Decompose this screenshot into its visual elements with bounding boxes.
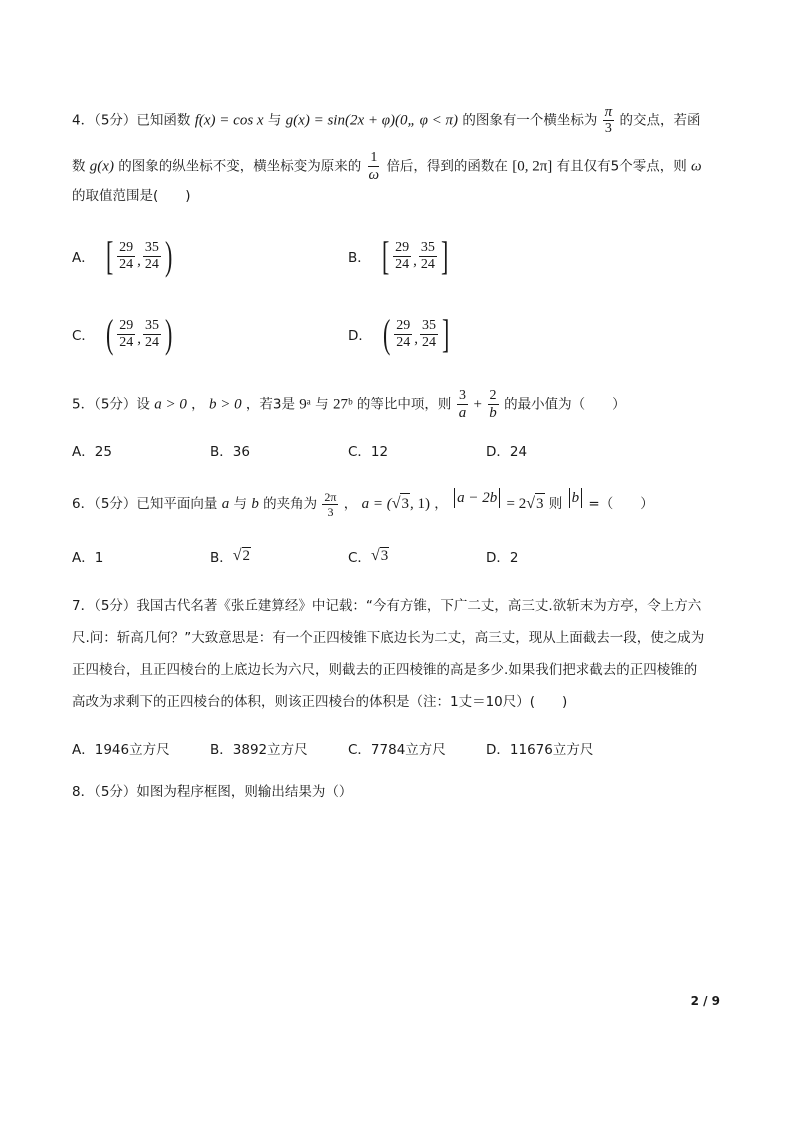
frac-num: 3 xyxy=(458,388,466,403)
frac-num: 29 xyxy=(395,239,410,255)
frac-num: π xyxy=(604,104,613,120)
q4-interval: [0, 2π] xyxy=(512,158,553,175)
q6-option-b[interactable] xyxy=(210,546,251,566)
q5-frac-3a xyxy=(457,388,469,421)
option-sqrt: √ 2 xyxy=(232,547,251,564)
q7-text: 尺.问：斩高几何？”大致意思是：有一个正四棱锥下底边长为二丈，高三丈，现从上面截去一段，使之成为 xyxy=(72,630,705,646)
frac-num: 1 xyxy=(370,150,378,165)
q4-g-expr: g(x) = sin(2x + φ)(0„ φ < π) xyxy=(285,112,459,129)
frac-2 xyxy=(143,240,161,273)
q7-option-d[interactable] xyxy=(486,738,593,758)
option-text: D．24 xyxy=(486,444,528,460)
frac-num: 35 xyxy=(144,239,159,255)
q5-power-2: 27ᵇ xyxy=(332,396,353,413)
frac-1 xyxy=(394,318,412,351)
q6-text: ， xyxy=(434,496,448,512)
q4-option-a[interactable] xyxy=(72,233,175,278)
q5-text: 5．（5分）设 xyxy=(72,396,150,413)
q5-text: 的最小值为（ ） xyxy=(504,396,626,413)
option-label: C． xyxy=(348,550,371,566)
frac-den: 3 xyxy=(604,121,612,136)
option-text: C．7784立方尺 xyxy=(348,742,446,758)
frac-2 xyxy=(143,318,161,351)
q5-cond-b: b > 0 xyxy=(208,396,242,413)
q6-vector-b: b xyxy=(251,496,259,512)
sqrt-value: 3 xyxy=(535,493,545,514)
q6-vector-a: a xyxy=(221,496,230,512)
sqrt-value: 3 xyxy=(400,493,410,514)
q6-sqrt3-rhs: √ 3 xyxy=(526,495,544,512)
frac-num: 2 xyxy=(489,388,497,403)
frac-1 xyxy=(117,240,135,273)
frac-2 xyxy=(420,318,438,351)
q4-pi-over-3 xyxy=(603,104,615,137)
q6-text: 则 xyxy=(548,496,563,512)
q6-text: 6．（5分）已知平面向量 xyxy=(72,496,218,512)
q5-frac-2b xyxy=(487,388,499,421)
frac-2 xyxy=(419,240,437,273)
frac-1 xyxy=(117,318,135,351)
q4-g-short: g(x) xyxy=(89,158,114,175)
option-label: D． xyxy=(348,328,372,344)
q7-line2 xyxy=(72,628,704,648)
q4-option-c[interactable] xyxy=(72,311,175,356)
q6-eq-a-right: , 1) xyxy=(409,496,430,512)
frac-den: ω xyxy=(368,167,380,183)
q4-text: 4．（5分）已知函数 xyxy=(72,112,191,129)
option-text: C．12 xyxy=(348,444,389,460)
q7-option-a[interactable] xyxy=(72,738,170,758)
q5-text: ， xyxy=(191,396,205,413)
q4-option-b[interactable] xyxy=(348,233,451,278)
q5-option-b[interactable] xyxy=(210,440,250,460)
q5-text: ，若3是 xyxy=(245,396,295,413)
q4-one-over-omega xyxy=(367,150,382,183)
bracket-right: ) xyxy=(164,233,173,278)
q5-power-1: 9ᵃ xyxy=(299,396,311,413)
q6-option-d[interactable] xyxy=(486,546,518,566)
sqrt-value: 2 xyxy=(242,548,251,564)
q5-text: 的等比中项，则 xyxy=(356,396,452,413)
q7-option-b[interactable] xyxy=(210,738,308,758)
bracket-left: ( xyxy=(382,311,391,356)
q6-abs-b-inner: b xyxy=(571,490,580,506)
frac-num: 2π xyxy=(324,489,337,504)
option-text: D．11676立方尺 xyxy=(486,742,594,758)
q4-option-d[interactable] xyxy=(348,311,452,356)
q4-text: 的取值范围是( ) xyxy=(72,188,191,204)
frac-den: b xyxy=(489,405,497,421)
frac-den: 3 xyxy=(327,504,334,519)
q5-plus: + xyxy=(473,396,482,413)
q5-option-c[interactable] xyxy=(348,440,388,460)
q6-abs-b xyxy=(567,488,585,508)
bracket-right: ] xyxy=(441,311,450,356)
q4-text: 与 xyxy=(267,112,282,129)
frac-den: 24 xyxy=(396,334,411,350)
q4-text: 的图象的纵坐标不变，横坐标变为原来的 xyxy=(118,158,362,175)
q7-line4 xyxy=(72,692,567,712)
sqrt-value: 3 xyxy=(380,548,389,564)
q4-text: 数 xyxy=(72,158,86,175)
q6-eq-a-left: a = ( xyxy=(361,496,392,512)
q4-text: 有且仅有5个零点，则 xyxy=(556,158,687,175)
frac-den: 24 xyxy=(395,256,410,272)
frac-den: 24 xyxy=(119,256,134,272)
q5-text: 与 xyxy=(315,396,329,413)
frac-num: 35 xyxy=(421,317,436,333)
q7-line1 xyxy=(72,596,701,616)
q6-text: =（ ） xyxy=(588,496,654,512)
frac-den: 24 xyxy=(119,334,134,350)
bracket-right: ] xyxy=(440,233,449,278)
q4-line3 xyxy=(72,186,191,206)
q8-text: 8．（5分）如图为程序框图，则输出结果为（） xyxy=(72,784,353,800)
q4-line1 xyxy=(72,104,700,137)
option-text: B．3892立方尺 xyxy=(210,742,308,758)
q7-text: 正四棱台，且正四棱台的上底边长为六尺，则截去的正四棱锥的高是多少.如果我们把求截去的正四棱锥的 xyxy=(72,662,698,678)
option-label: A． xyxy=(72,250,95,266)
frac-den: 24 xyxy=(144,256,159,272)
bracket-left: [ xyxy=(105,233,114,278)
q4-text: 的交点，若函 xyxy=(619,112,701,129)
option-label: B． xyxy=(210,550,233,566)
frac-num: 29 xyxy=(396,317,411,333)
frac-num: 35 xyxy=(420,239,435,255)
option-text: A．1 xyxy=(72,550,104,566)
q4-f-expr: f(x) = cos x xyxy=(194,112,264,129)
frac-num: 29 xyxy=(119,317,134,333)
q4-line2 xyxy=(72,150,702,183)
q5-cond-a: a > 0 xyxy=(154,396,187,413)
q4-text: 倍后，得到的函数在 xyxy=(386,158,508,175)
q6-abs-inner: a − 2b xyxy=(457,490,498,506)
frac-den: 24 xyxy=(420,256,435,272)
frac-num: 35 xyxy=(145,317,160,333)
q5-line xyxy=(72,388,626,421)
frac-1 xyxy=(393,240,411,273)
q6-abs-expr xyxy=(452,488,502,508)
bracket-left: [ xyxy=(381,233,390,278)
q8-line xyxy=(72,782,352,802)
option-label: B． xyxy=(348,250,371,266)
frac-den: a xyxy=(458,405,467,421)
frac-num: 29 xyxy=(119,239,134,255)
q7-option-c[interactable] xyxy=(348,738,446,758)
q6-eq-rhs: = 2 xyxy=(506,496,527,512)
frac-den: 24 xyxy=(421,334,436,350)
bracket-right: ) xyxy=(165,311,173,356)
option-text: A．1946立方尺 xyxy=(72,742,170,758)
option-interval: ( $\frac{29}{24}$ , $\frac{35}{24}$ ) xyxy=(105,311,173,356)
q4-omega: ω xyxy=(691,158,702,175)
q6-sqrt3: √ 3 xyxy=(391,495,409,512)
q7-line3 xyxy=(72,660,697,680)
q7-text: 高改为求剩下的正四棱台的体积，则该正四棱台的体积是（注：1丈＝10尺）( ) xyxy=(72,694,568,710)
q6-angle-frac xyxy=(322,490,338,519)
option-interval: [ $\frac{29}{24}$ , $\frac{35}{24}$ ] xyxy=(381,233,449,278)
option-text: B．36 xyxy=(210,444,250,460)
q6-option-c[interactable] xyxy=(348,546,389,566)
option-interval: ( $\frac{29}{24}$ , $\frac{35}{24}$ ] xyxy=(382,311,450,356)
bracket-left: ( xyxy=(105,311,114,356)
option-sqrt: √ 3 xyxy=(370,547,389,564)
option-text: A．25 xyxy=(72,444,112,460)
frac-den: 24 xyxy=(145,334,160,350)
q6-option-a[interactable] xyxy=(72,546,103,566)
q6-text: 的夹角为 xyxy=(263,496,318,512)
q6-text: ， xyxy=(343,496,358,512)
page-number: 2 / 9 xyxy=(690,994,720,1008)
q5-option-d[interactable] xyxy=(486,440,527,460)
option-label: C． xyxy=(72,328,95,344)
q6-line xyxy=(72,488,654,519)
q7-text: 7．（5分）我国古代名著《张丘建算经》中记载：“今有方锥，下广二丈，高三丈.欲斩末为方亭，令上方六 xyxy=(72,598,702,614)
q5-option-a[interactable] xyxy=(72,440,112,460)
q4-text: 的图象有一个横坐标为 xyxy=(462,112,598,129)
q6-text: 与 xyxy=(233,496,248,512)
option-interval: [ $\frac{29}{24}$ , $\frac{35}{24}$ ) xyxy=(105,233,173,278)
option-text: D．2 xyxy=(486,550,519,566)
